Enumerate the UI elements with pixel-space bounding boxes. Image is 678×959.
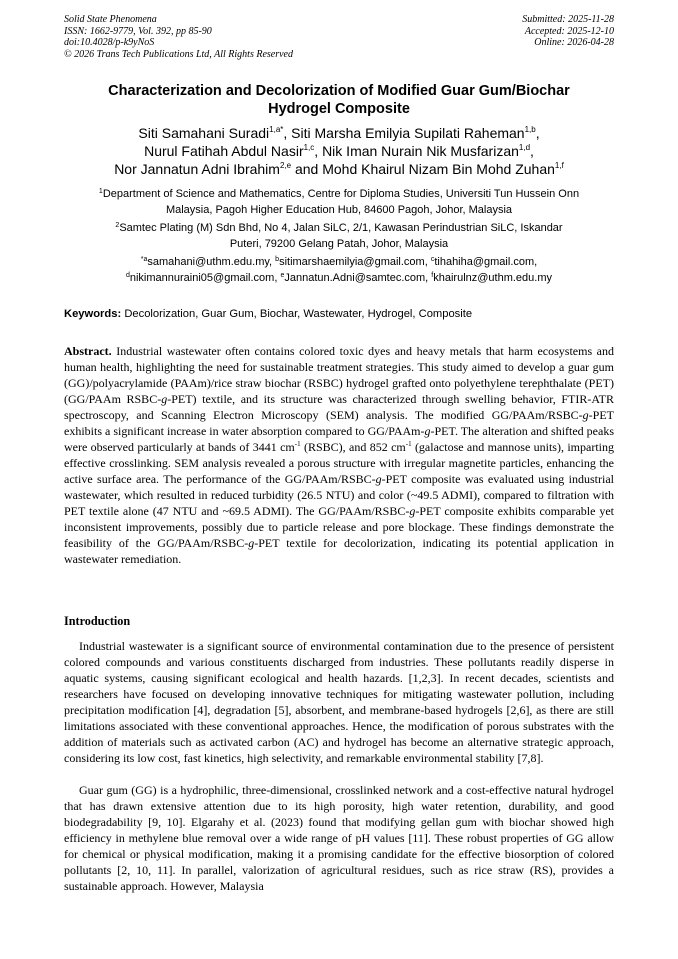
author-2: Siti Marsha Emilyia Supilati Raheman <box>291 125 525 141</box>
submission-dates <box>522 14 614 49</box>
affiliation-2-line-2: Puteri, 79200 Gelang Patah, Johor, Malaysia <box>229 238 449 250</box>
affiliation-1-line-2: Malaysia, Pagoh Higher Education Hub, 84600 Pagoh, Johor, Malaysia <box>165 204 513 216</box>
email-line-2 <box>60 270 618 286</box>
keywords-text: Decolorization, Guar Gum, Biochar, Wastewater, Hydrogel, Composite <box>124 308 473 320</box>
author-1: Siti Samahani Suradi <box>138 125 270 141</box>
abstract-text-1: Industrial wastewater often contains colored toxic dyes and heavy metals that harm ecosystems and human health, highlighting the need for sustainable treatment strategies. This study aimed to develop a guar gum (GG)/polyacrylamide (PAAm)/rice straw biochar (RSBC) hydrogel grafted onto polyethylene terephthalate (PET) (GG/PAAm RSBC- <box>64 344 615 406</box>
abstract-text-5: (RSBC), and 852 cm <box>300 440 406 454</box>
author-5-affil: 2,e <box>279 161 292 170</box>
email-3-marker: c <box>430 256 435 263</box>
author-3-affil: 1,c <box>303 143 315 152</box>
abstract-text-9: -PET textile for decolorization, indicating its potential application in wastewater remediation. <box>64 536 614 566</box>
keywords-label: Keywords: <box>64 308 122 320</box>
affiliation-1-text-1: Department of Science and Mathematics, Centre for Diploma Studies, Universiti Tun Hussein Onn <box>102 188 580 200</box>
email-1-marker: *a <box>140 256 148 263</box>
email-5-marker: e <box>280 272 285 279</box>
abstract-graft-6: g <box>248 536 255 550</box>
abstract-graft-1: g <box>161 392 168 406</box>
introduction-heading: Introduction <box>64 614 131 628</box>
affiliation-2 <box>60 220 618 252</box>
author-conjunction: and <box>294 161 319 177</box>
affiliation-2-line-1 <box>60 220 618 236</box>
title-line-1: Characterization and Decolorization of Modified Guar Gum/Biochar <box>108 83 570 99</box>
copyright: © 2026 Trans Tech Publications Ltd, All Rights Reserved <box>64 48 293 60</box>
author-5: Nor Jannatun Adni Ibrahim <box>114 161 280 177</box>
affiliation-2-marker: 2 <box>115 222 120 229</box>
online-date: Online: 2026-04-28 <box>534 37 614 49</box>
author-list <box>40 124 638 178</box>
abstract-text-4: -PET. The alteration and shifted peaks were observed particularly at bands of 3441 cm <box>64 424 615 454</box>
abstract-graft-4: g <box>375 472 382 486</box>
email-3[interactable]: tihahiha@gmail.com, <box>434 256 538 268</box>
abstract-sup-1: -1 <box>294 440 301 448</box>
introduction-paragraph-1: Industrial wastewater is a significant source of environmental contamination due to the presence of persistent colored compounds and various constituents discharged from industries. These pollutants readily disperse in aquatic systems, causing significant ecological and health hazards. [1,2,3]. In recent decades, scientists and researchers have focused on developing innovative techniques for mitigating wastewater pollution, including precipitation modification [4], degradation [5], absorbent, and membrane-based hydrogels [2,6], as there are still limitations associated with these conventional approaches. Hence, the modification of porous substrates with the addition of materials such as activated carbon (AC) and hydrogel has become an alternative strategic approach, considering its low cost, fast kinetics, high selectivity, and remarkable environmental stability [7,8]. <box>64 639 614 765</box>
introduction-paragraph-2: Guar gum (GG) is a hydrophilic, three-dimensional, crosslinked network and a cost-effective natural hydrogel that has drawn extensive attention due to its high porosity, high water retention, durability, and good biodegradability [9, 10]. Elgarahy et al. (2023) found that modifying gellan gum with biochar showed high efficiency in methylene blue removal over a wide range of pH values [11]. These robust properties of GG allow for chemical or physical modification, making it a promising candidate for the effective biosorption of colored pollutants [2, 10, 11]. In parallel, valorization of agricultural residues, such as rice straw (RS), provides a sustainable approach. However, Malaysia <box>64 783 614 893</box>
email-4[interactable]: nikimannuraini05@gmail.com, <box>129 272 278 284</box>
email-2[interactable]: sitimarshaemilyia@gmail.com, <box>279 256 428 268</box>
affiliation-1-line-1 <box>60 186 618 202</box>
abstract-text-2: -PET) textile, and its structure was characterized through swelling behavior, FTIR-ATR spectroscopy, and Scanning Electron Microscopy (SEM) analysis. The modified GG/PAAm/RSBC- <box>64 392 615 422</box>
author-3: Nurul Fatihah Abdul Nasir <box>144 143 304 159</box>
author-4-affil: 1,d <box>518 143 531 152</box>
abstract-graft-5: g <box>409 504 416 518</box>
author-line-3 <box>40 160 638 178</box>
affiliation-1 <box>60 186 618 218</box>
email-1[interactable]: samahani@uthm.edu.my, <box>147 256 273 268</box>
paper-title <box>64 82 614 118</box>
abstract-label: Abstract. <box>64 344 112 358</box>
abstract-sup-2: -1 <box>405 440 412 448</box>
email-6-marker: f <box>431 272 434 279</box>
author-1-affil: 1,a* <box>269 125 284 134</box>
author-2-affil: 1,b <box>524 125 536 134</box>
abstract-text-3: -PET exhibits a significant increase in water absorption compared to GG/PAAm- <box>64 408 614 438</box>
keywords <box>64 307 614 322</box>
doi: doi:10.4028/p-k9yNoS <box>64 37 155 49</box>
author-line-1: Siti Samahani Suradi$^{1,a*}$, Siti Marsha Emilyia Supilati Raheman$^{1,b}$, <box>138 125 540 141</box>
affiliation-1-marker: 1 <box>98 188 103 195</box>
abstract <box>64 343 614 567</box>
email-4-marker: d <box>125 272 130 279</box>
email-6[interactable]: khairulnz@uthm.edu.my <box>433 272 553 284</box>
author-line-2: Nurul Fatihah Abdul Nasir$^{1,c}$, Nik Iman Nurain Nik Musfarizan$^{1,d}$, <box>144 143 534 159</box>
email-line-1 <box>60 254 618 270</box>
accepted-date: Accepted: 2025-12-10 <box>524 25 614 37</box>
abstract-text-7: -PET composite was evaluated using industrial wastewater, which resulted in reduced turbidity (26.5 NTU) and color (~49.5 ADMI), compared to filtration with PET textile alone (47 NTU and ~69.5 ADMI). The GG/PAAm/RSBC- <box>64 472 614 518</box>
abstract-graft-2: g <box>582 408 589 422</box>
journal-name: Solid State Phenomena <box>64 14 157 25</box>
author-6: Mohd Khairul Nizam Bin Mohd Zuhan <box>322 161 555 177</box>
affiliation-2-text-1: Samtec Plating (M) Sdn Bhd, No 4, Jalan SiLC, 2/1, Kawasan Perindustrian SiLC, Iskandar <box>119 222 563 234</box>
abstract-graft-3: g <box>424 424 431 438</box>
email-5[interactable]: Jannatun.Adni@samtec.com, <box>284 272 429 284</box>
email-2-marker: b <box>275 256 280 263</box>
journal-info <box>64 14 293 60</box>
author-4: Nik Iman Nurain Nik Musfarizan <box>322 143 519 159</box>
email-list <box>60 254 618 286</box>
author-6-affil: 1,f <box>554 161 564 170</box>
submitted-date: Submitted: 2025-11-28 <box>522 14 614 25</box>
issn-volume: ISSN: 1662-9779, Vol. 392, pp 85-90 <box>64 25 212 37</box>
abstract-text-8: -PET composite exhibits comparable yet inconsistent improvements, possibly due to particle release and pore blockage. These findings demonstrate the feasibility of the GG/PAAm/RSBC- <box>64 504 614 550</box>
abstract-text-6: (galactose and mannose units), imparting effective crosslinking. SEM analysis revealed a porous structure with irregular magnetite particles, enhancing the active surface area. The performance of the GG/PAAm/RSBC- <box>64 440 614 486</box>
title-line-2: Hydrogel Composite <box>268 101 410 117</box>
